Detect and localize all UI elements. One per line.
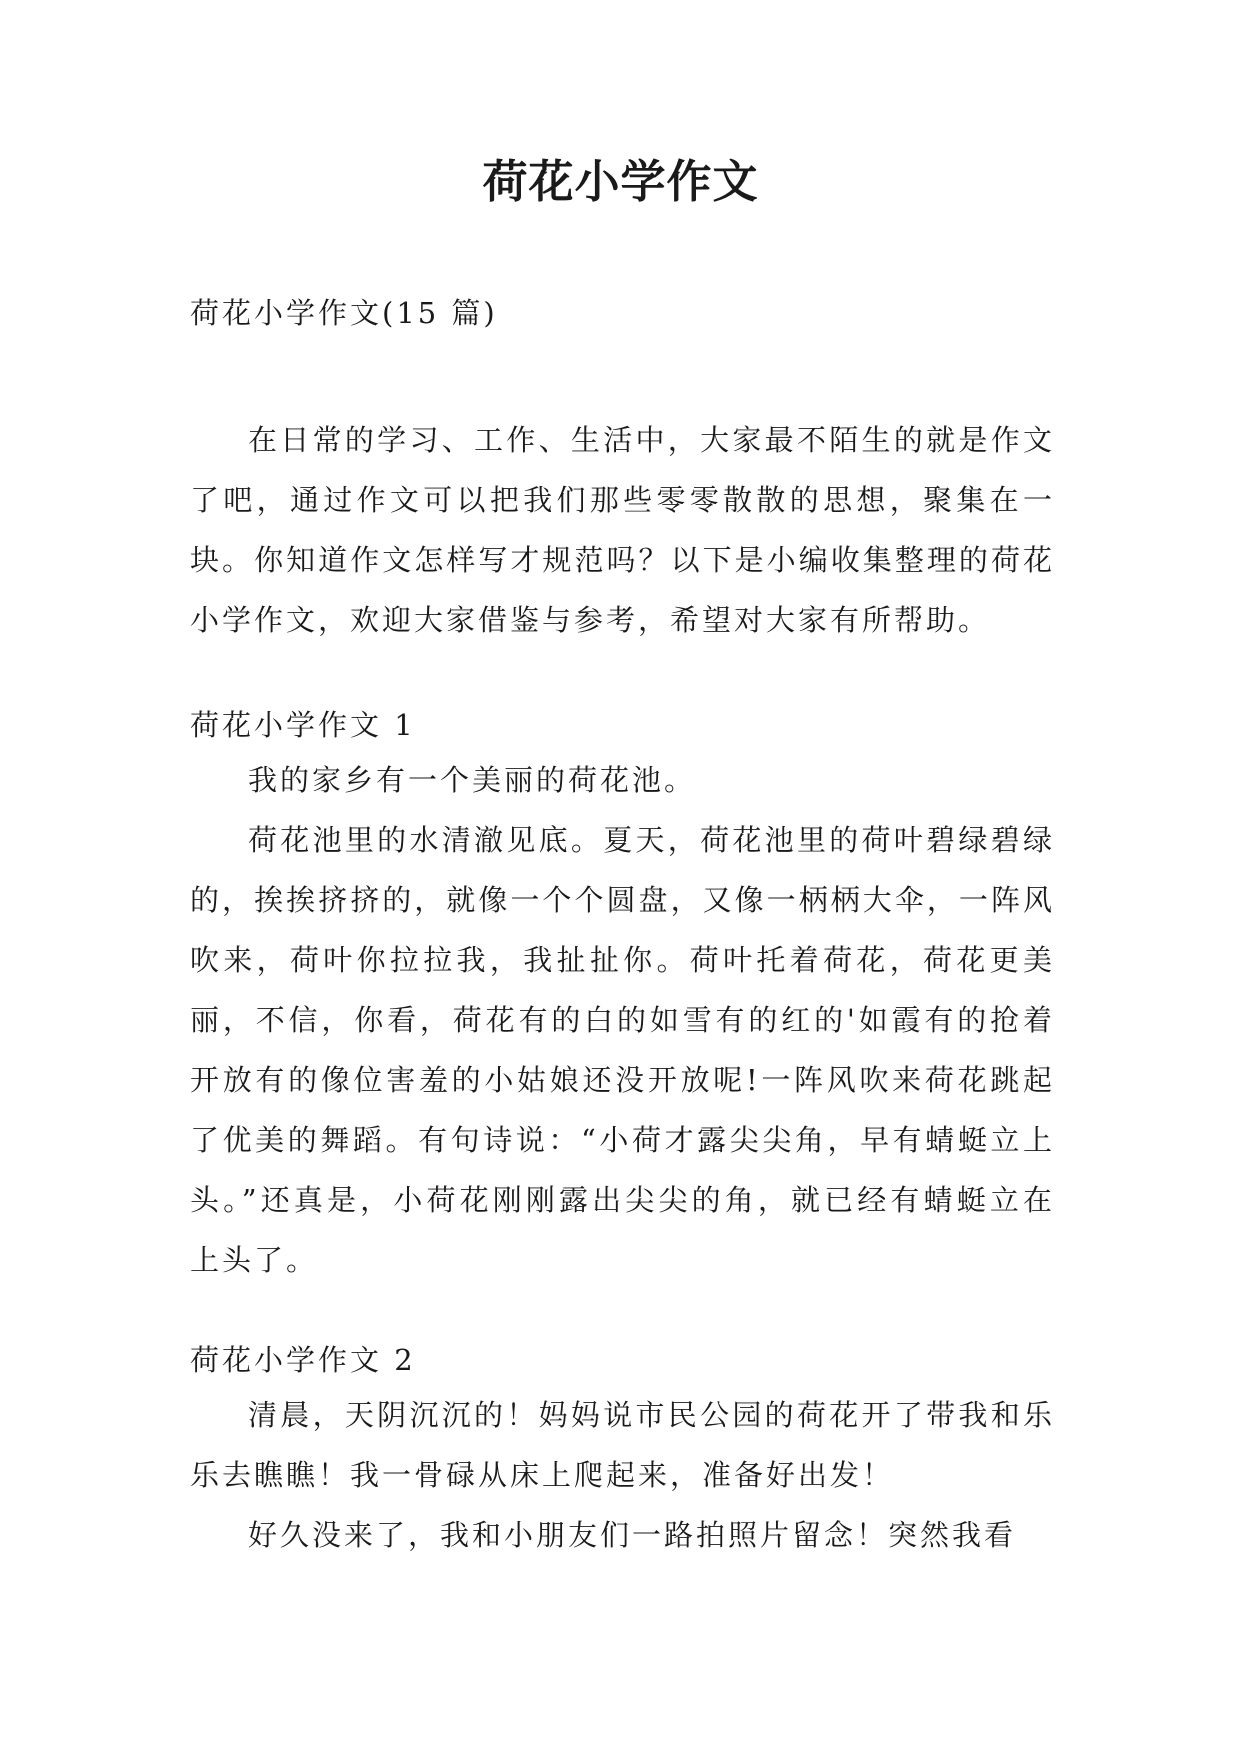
intro-section — [190, 410, 1055, 650]
essay-1-paragraph-1: 我的家乡有一个美丽的荷花池。 — [248, 763, 697, 797]
document-subtitle: 荷花小学作文(15 篇) — [190, 296, 498, 330]
essay-1-heading: 荷花小学作文 1 — [190, 708, 416, 742]
essay-1-body — [190, 750, 1055, 1290]
essay-2-paragraph-2: 好久没来了，我和小朋友们一路拍照片留念！突然我看 — [248, 1518, 1017, 1552]
essay-2-heading: 荷花小学作文 2 — [190, 1343, 416, 1377]
essay-1-paragraph-2: 荷花池里的水清澈见底。夏天，荷花池里的荷叶碧绿碧绿的，挨挨挤挤的，就像一个个圆盘，又像一柄柄大伞，一阵风吹来，荷叶你拉拉我，我扯扯你。荷叶托着荷花，荷花更美丽，不信，你看，荷花有的白的如雪有的红的'如霞有的抢着开放有的像位害羞的小姑娘还没开放呢!一阵风吹来荷花跳起了优美的舞蹈。有句诗说：“小荷才露尖尖角，早有蜻蜓立上头。”还真是，小荷花刚刚露出尖尖的角，就已经有蜻蜓立在上头了。 — [190, 823, 1055, 1277]
essay-2-body — [190, 1385, 1055, 1565]
essay-2-paragraph-1: 清晨，天阴沉沉的！妈妈说市民公园的荷花开了带我和乐乐去瞧瞧！我一骨碌从床上爬起来，准备好出发！ — [190, 1398, 1055, 1492]
intro-paragraph: 在日常的学习、工作、生活中，大家最不陌生的就是作文了吧，通过作文可以把我们那些零零散散的思想，聚集在一块。你知道作文怎样写才规范吗？以下是小编收集整理的荷花小学作文，欢迎大家借鉴与参考，希望对大家有所帮助。 — [190, 423, 1055, 637]
document-title: 荷花小学作文 — [482, 155, 759, 208]
